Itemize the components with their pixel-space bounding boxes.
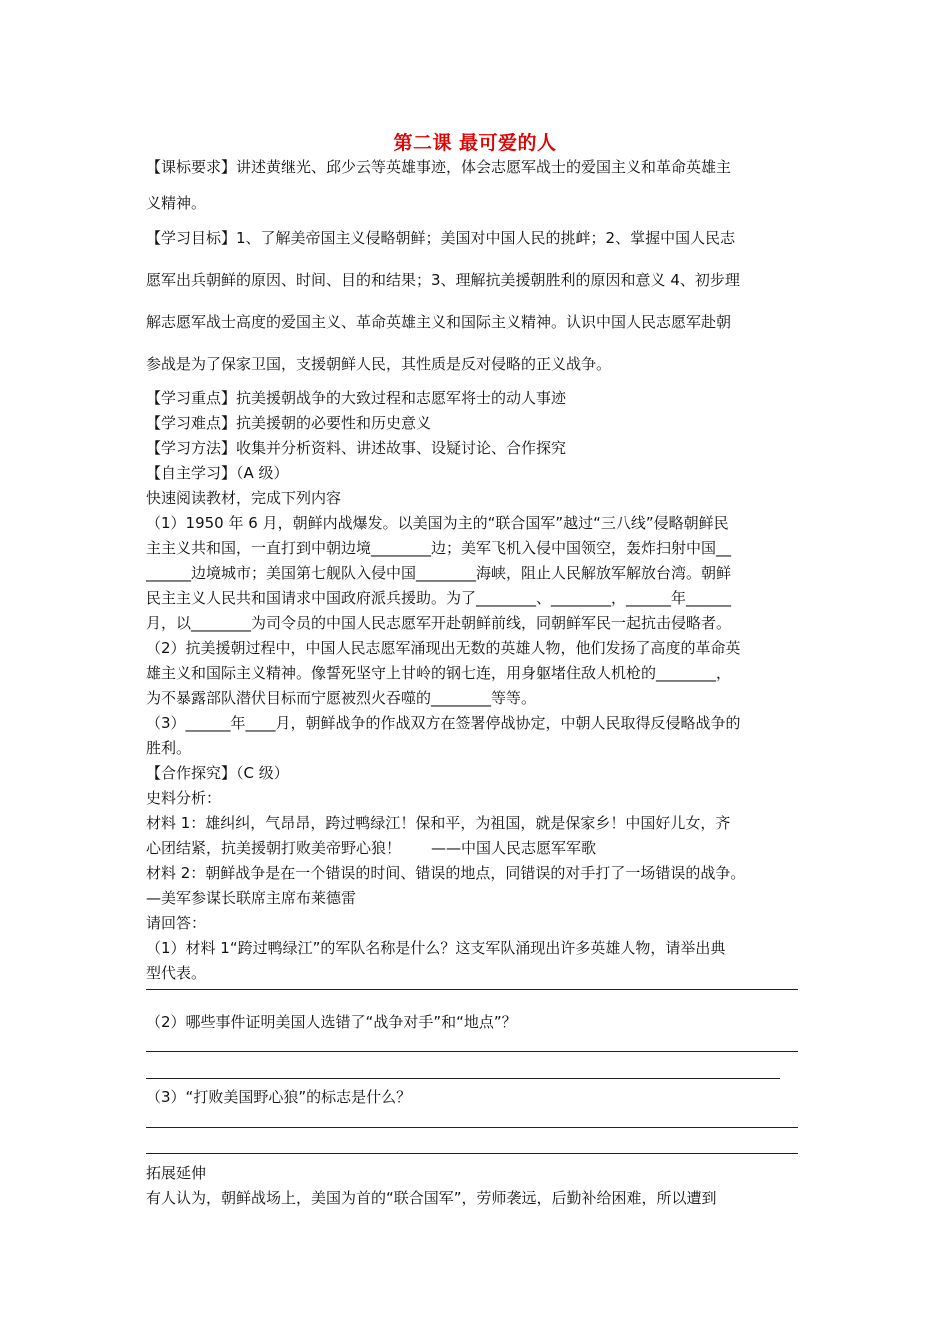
text-line: （1）1950 年 6 月，朝鲜内战爆发。以美国为主的“联合国军”越过“三八线”侵略朝鲜民 bbox=[146, 514, 729, 532]
text-line: 请回答： bbox=[146, 914, 207, 932]
text-line: （2）哪些事件证明美国人选错了“战争对手”和“地点”？ bbox=[146, 1013, 517, 1031]
text-line: 材料 1：雄纠纠，气昂昂，跨过鸭绿江！保和平，为祖国，就是保家乡！中国好儿女，齐 bbox=[146, 814, 731, 832]
text-line: 型代表。 bbox=[146, 964, 207, 982]
page-title: 第二课 最可爱的人 bbox=[393, 132, 557, 154]
text-line: 【学习方法】收集并分析资料、讲述故事、设疑讨论、合作探究 bbox=[146, 439, 567, 457]
text-line: 月，以________为司令员的中国人民志愿军开赴朝鲜前线，同朝鲜军民一起抗击侵略者。 bbox=[146, 614, 732, 632]
answer-line[interactable] bbox=[146, 1153, 798, 1154]
text-line: 【合作探究】（C 级） bbox=[146, 764, 289, 782]
answer-line[interactable] bbox=[146, 989, 798, 990]
text-line: 义精神。 bbox=[146, 194, 207, 212]
text-line: （3）______年____月，朝鲜战争的作战双方在签署停战协定，中朝人民取得反侵略战争的 bbox=[146, 714, 741, 732]
text-line: 参战是为了保家卫国，支援朝鲜人民，其性质是反对侵略的正义战争。 bbox=[146, 355, 612, 373]
text-line: 拓展延伸 bbox=[146, 1164, 207, 1182]
text-line: 愿军出兵朝鲜的原因、时间、目的和结果；3、理解抗美援朝胜利的原因和意义 4、初步理 bbox=[146, 271, 740, 289]
text-line: ______边境城市；美国第七舰队入侵中国________海峡，阻止人民解放军解放台湾。朝鲜 bbox=[146, 564, 732, 582]
text-line: 快速阅读教材，完成下列内容 bbox=[146, 489, 342, 507]
text-line: 材料 2：朝鲜战争是在一个错误的时间、错误的地点，同错误的对手打了一场错误的战争。 bbox=[146, 864, 746, 882]
text-line: 心团结紧，抗美援朝打败美帝野心狼！ ——中国人民志愿军军歌 bbox=[146, 839, 597, 857]
text-line: 【学习重点】抗美援朝战争的大致过程和志愿军将士的动人事迹 bbox=[146, 389, 567, 407]
text-line: 【课标要求】讲述黄继光、邱少云等英雄事迹，体会志愿军战士的爱国主义和革命英雄主 bbox=[146, 158, 732, 176]
text-line: —美军参谋长联席主席布莱德雷 bbox=[146, 889, 357, 907]
text-line: 民主主义人民共和国请求中国政府派兵援助。为了________、________，______年______ bbox=[146, 589, 732, 607]
text-line: 史料分析： bbox=[146, 789, 222, 807]
answer-line[interactable] bbox=[146, 1078, 780, 1079]
text-line: 【学习目标】1、了解美帝国主义侵略朝鲜；美国对中国人民的挑衅；2、掌握中国人民志 bbox=[146, 229, 736, 247]
text-line: 有人认为，朝鲜战场上，美国为首的“联合国军”，劳师袭远，后勤补给困难，所以遭到 bbox=[146, 1189, 717, 1207]
text-line: 主主义共和国，一直打到中朝边境________边；美军飞机入侵中国领空，轰炸扫射中国__ bbox=[146, 539, 732, 557]
text-line: 胜利。 bbox=[146, 739, 192, 757]
text-line: 为不暴露部队潜伏目标而宁愿被烈火吞噬的________等等。 bbox=[146, 689, 537, 707]
text-line: （2）抗美援朝过程中，中国人民志愿军涌现出无数的英雄人物，他们发扬了高度的革命英 bbox=[146, 639, 741, 657]
answer-line[interactable] bbox=[146, 1051, 798, 1052]
text-line: （3）“打败美国野心狼”的标志是什么？ bbox=[146, 1088, 412, 1106]
text-line: 雄主义和国际主义精神。像誓死坚守上甘岭的钢七连，用身躯堵住敌人机枪的________， bbox=[146, 664, 732, 682]
answer-line[interactable] bbox=[146, 1127, 798, 1128]
text-line: （1）材料 1“跨过鸭绿江”的军队名称是什么？这支军队涌现出许多英雄人物，请举出典 bbox=[146, 939, 726, 957]
text-line: 【自主学习】（A 级） bbox=[146, 464, 289, 482]
text-line: 解志愿军战士高度的爱国主义、革命英雄主义和国际主义精神。认识中国人民志愿军赴朝 bbox=[146, 313, 732, 331]
text-line: 【学习难点】抗美援朝的必要性和历史意义 bbox=[146, 414, 432, 432]
